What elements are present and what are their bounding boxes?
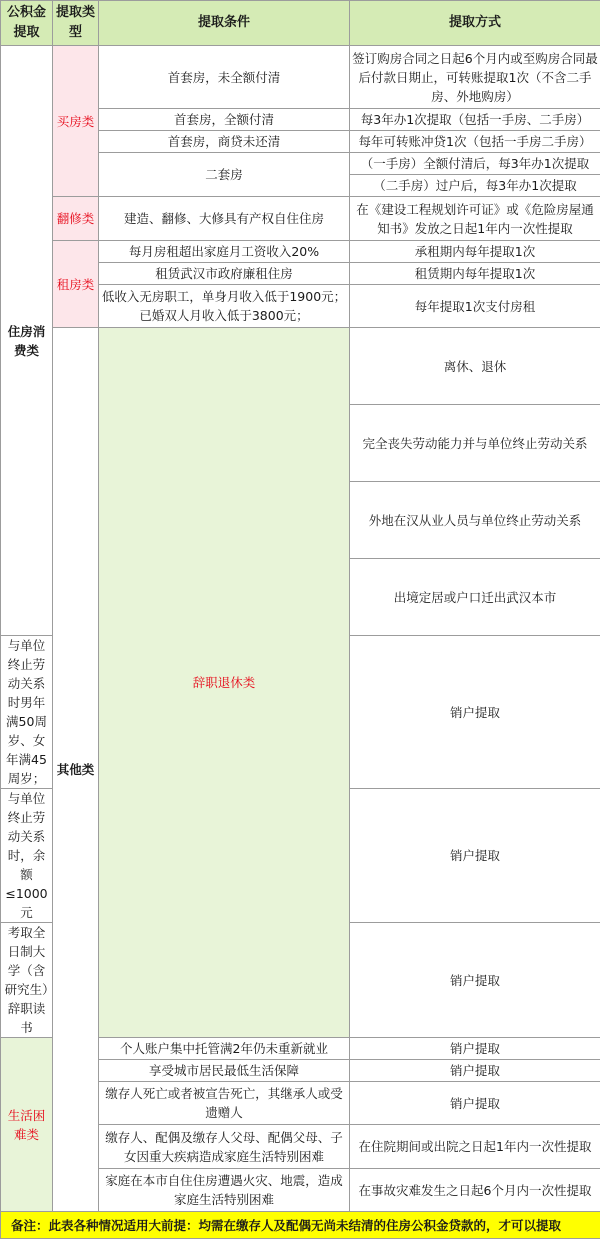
condition-cell: 家庭在本市自住住房遭遇火灾、地震，造成家庭生活特别困难 xyxy=(99,1169,350,1212)
type-rent: 租房类 xyxy=(53,241,99,328)
method-cell: 销户提取 xyxy=(350,1038,600,1060)
condition-cell: 个人账户集中托管满2年仍未重新就业 xyxy=(99,1038,350,1060)
condition-cell: 低收入无房职工，单身月收入低于1900元；已婚双人月收入低于3800元； xyxy=(99,285,350,328)
method-cell: 销户提取 xyxy=(350,1060,600,1082)
condition-cell: 考取全日制大学（含研究生）辞职读书 xyxy=(1,923,53,1038)
note: 备注：此表各种情况适用大前提：均需在缴存人及配偶无尚未结清的住房公积金贷款的，才可以提取 xyxy=(1,1212,600,1239)
condition-cell: 每月房租超出家庭月工资收入20% xyxy=(99,241,350,263)
method-cell: 每年可转账冲贷1次（包括一手房二手房） xyxy=(350,131,600,153)
condition-cell: 首套房，未全额付清 xyxy=(99,46,350,109)
type-buy: 买房类 xyxy=(53,46,99,197)
method-cell: 在住院期间或出院之日起1年内一次性提取 xyxy=(350,1125,600,1169)
condition-cell: 外地在汉从业人员与单位终止劳动关系 xyxy=(350,482,600,559)
header-condition: 提取条件 xyxy=(99,1,350,46)
method-cell: 租赁期内每年提取1次 xyxy=(350,263,600,285)
condition-cell: 二套房 xyxy=(99,153,350,197)
condition-cell: 享受城市居民最低生活保障 xyxy=(99,1060,350,1082)
header-type: 提取类型 xyxy=(53,1,99,46)
category-other: 其他类 xyxy=(53,328,99,1212)
method-cell: 每年提取1次支付房租 xyxy=(350,285,600,328)
type-hardship: 生活困难类 xyxy=(1,1038,53,1212)
header-fund: 公积金提取 xyxy=(1,1,53,46)
table-row xyxy=(1,197,600,241)
method-cell: 每3年办1次提取（包括一手房、二手房） xyxy=(350,109,600,131)
condition-cell: 缴存人死亡或者被宣告死亡，其继承人或受遗赠人 xyxy=(99,1082,350,1125)
condition-cell: 离休、退休 xyxy=(350,328,600,405)
method-cell: 销户提取 xyxy=(350,636,600,789)
category-housing: 住房消费类 xyxy=(1,46,53,636)
method-cell: 承租期内每年提取1次 xyxy=(350,241,600,263)
condition-cell: 与单位终止劳动关系时，余额≤1000元 xyxy=(1,789,53,923)
header-row xyxy=(1,1,600,46)
table-row xyxy=(1,46,600,109)
method-cell: 销户提取 xyxy=(350,789,600,923)
condition-cell: 租赁武汉市政府廉租住房 xyxy=(99,263,350,285)
condition-cell: 建造、翻修、大修具有产权自住住房 xyxy=(99,197,350,241)
condition-cell: 与单位终止劳动关系时男年满50周岁、女年满45周岁； xyxy=(1,636,53,789)
method-cell: 销户提取 xyxy=(350,1082,600,1125)
method-cell: （二手房）过户后，每3年办1次提取 xyxy=(350,175,600,197)
table-row xyxy=(1,328,600,405)
table-row xyxy=(1,241,600,263)
type-renovate: 翻修类 xyxy=(53,197,99,241)
condition-cell: 首套房，商贷未还清 xyxy=(99,131,350,153)
header-method: 提取方式 xyxy=(350,1,600,46)
method-cell: 签订购房合同之日起6个月内或至购房合同最后付款日期止，可转账提取1次（不含二手房、外地购房） xyxy=(350,46,600,109)
condition-cell: 缴存人、配偶及缴存人父母、配偶父母、子女因重大疾病造成家庭生活特别困难 xyxy=(99,1125,350,1169)
condition-cell: 首套房，全额付清 xyxy=(99,109,350,131)
method-cell: 在事故灾难发生之日起6个月内一次性提取 xyxy=(350,1169,600,1212)
condition-cell: 完全丧失劳动能力并与单位终止劳动关系 xyxy=(350,405,600,482)
condition-cell: 出境定居或户口迁出武汉本市 xyxy=(350,559,600,636)
note-row xyxy=(1,1212,600,1239)
method-cell: 在《建设工程规划许可证》或《危险房屋通知书》发放之日起1年内一次性提取 xyxy=(350,197,600,241)
method-cell: （一手房）全额付清后，每3年办1次提取 xyxy=(350,153,600,175)
method-cell: 销户提取 xyxy=(350,923,600,1038)
type-retire: 辞职退休类 xyxy=(99,328,350,1038)
